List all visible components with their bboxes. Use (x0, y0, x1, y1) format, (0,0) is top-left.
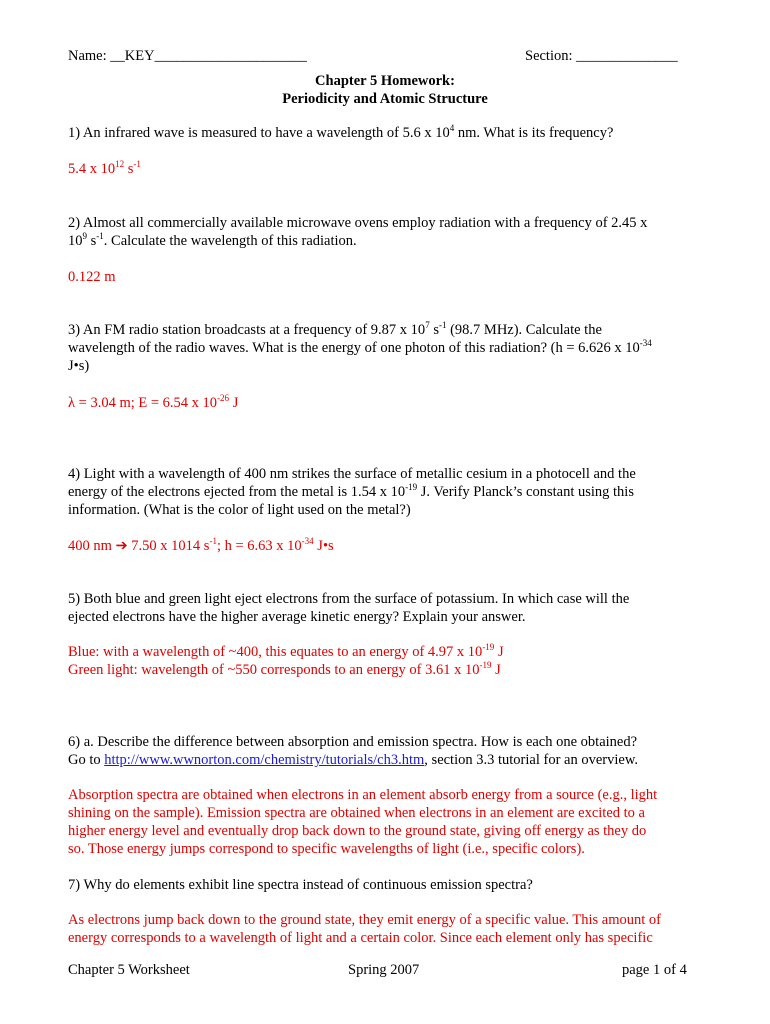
answer-5-line-1: Blue: with a wavelength of ~400, this equates to an energy of 4.97 x $10^{-19}$ J (68, 642, 504, 660)
question-4-line-2: energy of the electrons ejected from the metal is 1.54 x $10^{-19}$ J. Verify Planck’s constant using this (68, 482, 634, 500)
question-4-line-3: information. (What is the color of light used on the metal?) (68, 502, 411, 518)
answer-4: 400 nm ➔ 7.50 x 1014 $s^{-1}$; h = 6.63 x $10^{-34}$ J•s (68, 536, 334, 554)
section-field: Section: ______________ (525, 48, 678, 64)
question-3-line-2: wavelength of the radio waves. What is the energy of one photon of this radiation? (h = 6.626 x $10^{-34}$ (68, 338, 652, 356)
answer-7-line-1: As electrons jump back down to the ground state, they emit energy of a specific value. This amount of (68, 912, 662, 928)
footer-center: Spring 2007 (348, 962, 420, 978)
question-3-line-3: J•s) (68, 358, 90, 374)
footer-left: Chapter 5 Worksheet (68, 962, 190, 978)
question-5-line-2: ejected electrons have the higher average kinetic energy? Explain your answer. (68, 609, 526, 625)
answer-6-line-3: higher energy level and eventually drop back down to the ground state, giving off energy as they do (68, 823, 647, 839)
question-5-line-1: 5) Both blue and green light eject electrons from the surface of potassium. In which case will the (68, 591, 630, 607)
tutorial-link[interactable]: http://www.wwnorton.com/chemistry/tutorials/ch3.htm (104, 752, 425, 768)
footer-page-number: page 1 of 4 (622, 962, 687, 978)
question-2-line-1: 2) Almost all commercially available microwave ovens employ radiation with a frequency of 2.45 x (68, 215, 648, 231)
question-4-line-1: 4) Light with a wavelength of 400 nm strikes the surface of metallic cesium in a photocell and the (68, 466, 636, 482)
question-1: 1) An infrared wave is measured to have a wavelength of 5.6 x $10^4$ nm. What is its frequency? (68, 123, 614, 141)
question-3-line-1: 3) An FM radio station broadcasts at a frequency of 9.87 x $10^7$ $s^{-1}$ (98.7 MHz). Calculate the (68, 320, 602, 338)
page-subtitle: Periodicity and Atomic Structure (282, 91, 488, 107)
answer-6-line-2: shining on the sample). Emission spectra are obtained when electrons in an element are excited to a (68, 805, 645, 821)
answer-7-line-2: energy corresponds to a wavelength of light and a certain color. Since each element only has specific (68, 930, 653, 946)
answer-6-line-4: so. Those energy jumps correspond to specific wavelengths of light (i.e., specific colors). (68, 841, 585, 857)
answer-6-line-1: Absorption spectra are obtained when electrons in an element absorb energy from a source (e.g., light (68, 787, 658, 803)
answer-1: 5.4 x $10^{12}$ $s^{-1}$ (68, 159, 141, 177)
question-2-line-2: $10^9$ $s^{-1}$. Calculate the wavelength of this radiation. (68, 231, 357, 249)
question-7: 7) Why do elements exhibit line spectra instead of continuous emission spectra? (68, 877, 533, 893)
page-title: Chapter 5 Homework: (315, 73, 455, 89)
answer-5-line-2: Green light: wavelength of ~550 corresponds to an energy of 3.61 x $10^{-19}$ J (68, 660, 501, 678)
answer-3: λ = 3.04 m; E = 6.54 x $10^{-26}$ J (68, 393, 239, 411)
question-6-line-2: Go to http://www.wwnorton.com/chemistry/tutorials/ch3.htm, section 3.3 tutorial for an overview. (68, 752, 638, 768)
name-field: Name: __KEY_____________________ (68, 48, 307, 64)
answer-2: 0.122 m (68, 269, 116, 285)
question-6-line-1: 6) a. Describe the difference between absorption and emission spectra. How is each one obtained? (68, 734, 638, 750)
